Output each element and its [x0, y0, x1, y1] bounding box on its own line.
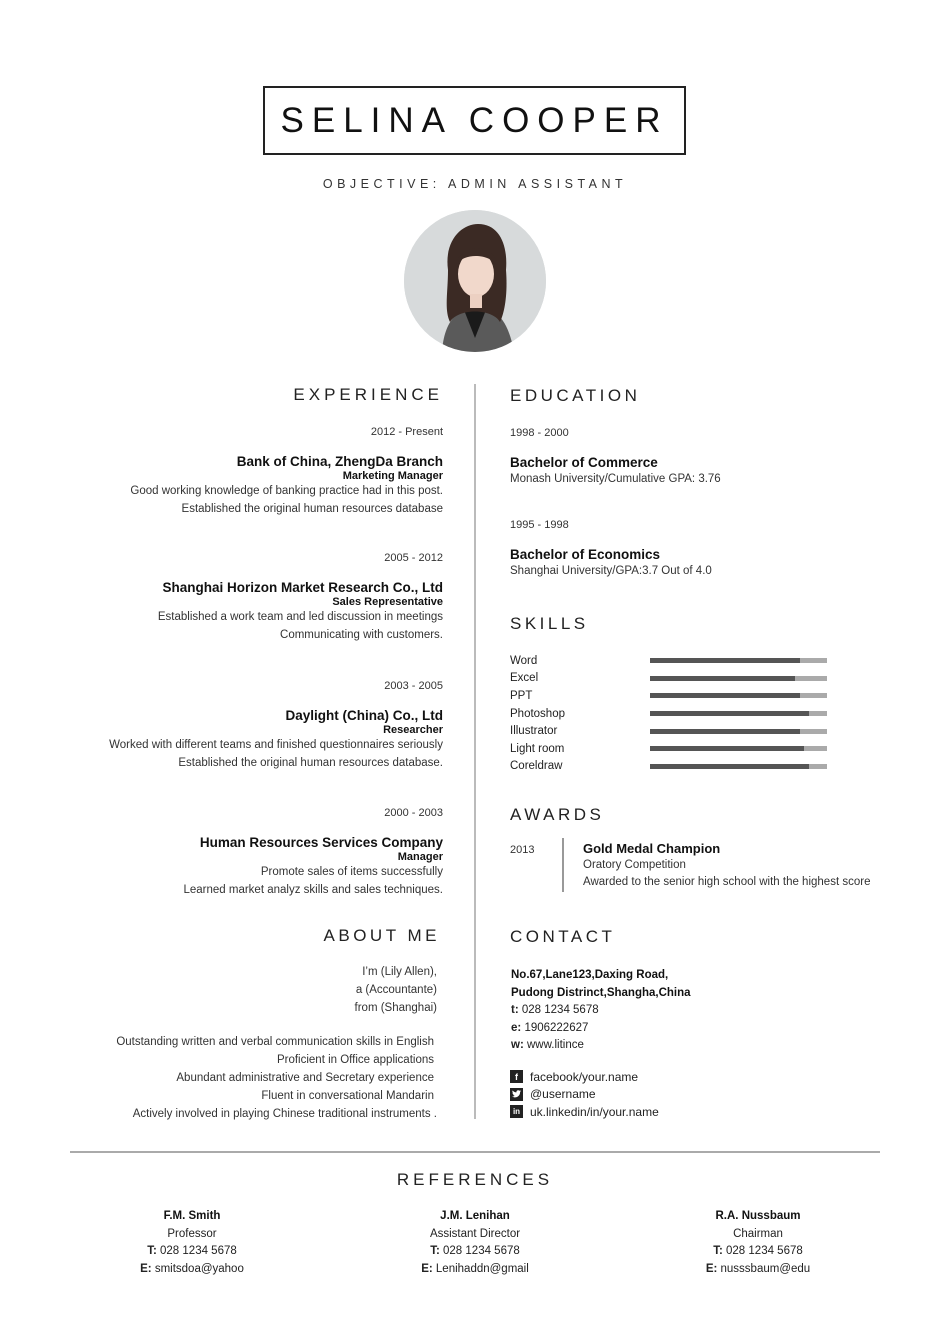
about-line: a (Accountante): [355, 984, 437, 996]
award-event: Oratory Competition: [583, 859, 686, 871]
education-heading: EDUCATION: [510, 386, 641, 405]
skill-row: [510, 740, 890, 758]
about-point: Fluent in conversational Mandarin: [261, 1090, 434, 1102]
about-line: I’m (Lily Allen),: [362, 966, 437, 978]
skill-name: Excel: [510, 672, 539, 685]
skill-row: [510, 670, 890, 688]
skill-bar: [650, 693, 827, 698]
experience-desc: Established a work team and led discussion in meetings: [157, 611, 443, 623]
column-divider: [474, 384, 476, 1119]
skill-name: Photoshop: [510, 707, 565, 720]
skill-name: Illustrator: [510, 725, 558, 738]
experience-desc: Worked with different teams and finished questionnaires seriously: [109, 739, 443, 751]
education-degree: Bachelor of Commerce: [510, 455, 658, 470]
experience-date: 2003 - 2005: [384, 680, 443, 692]
social-links: [510, 1068, 870, 1121]
references-divider: [70, 1151, 880, 1153]
reference-phone: T: 028 1234 5678: [430, 1245, 520, 1257]
skill-bar: [650, 711, 827, 716]
skill-bar: [650, 764, 827, 769]
reference-card: [638, 1208, 878, 1278]
twitter-icon: [510, 1088, 523, 1101]
experience-company: Shanghai Horizon Market Research Co., Ltd: [162, 580, 443, 595]
experience-company: Human Resources Services Company: [199, 835, 443, 850]
skill-bar: [650, 746, 827, 751]
experience-role: Marketing Manager: [342, 470, 443, 482]
social-facebook[interactable]: [510, 1068, 870, 1086]
skill-level: [650, 676, 795, 681]
reference-title: Assistant Director: [429, 1227, 521, 1240]
education-degree: Bachelor of Economics: [510, 547, 661, 562]
objective: OBJECTIVE: ADMIN ASSISTANT: [322, 177, 628, 191]
social-twitter[interactable]: [510, 1086, 870, 1104]
awards-heading: AWARDS: [510, 805, 605, 824]
reference-name: R.A. Nussbaum: [715, 1210, 801, 1222]
experience-heading: EXPERIENCE: [293, 385, 443, 404]
experience-item: [40, 680, 443, 772]
contact-address: Pudong Distrinct,Shangha,China: [511, 986, 691, 999]
reference-phone: T: 028 1234 5678: [713, 1245, 803, 1257]
skills-list: [510, 652, 890, 775]
skill-level: [650, 711, 809, 716]
experience-date: 2005 - 2012: [384, 552, 443, 564]
skill-row: [510, 652, 890, 670]
education-school: Monash University/Cumulative GPA: 3.76: [510, 473, 721, 485]
skill-level: [650, 729, 800, 734]
reference-card: [355, 1208, 595, 1278]
portrait-image: [404, 210, 546, 352]
experience-company: Bank of China, ZhengDa Branch: [236, 454, 443, 469]
education-item: [510, 519, 890, 580]
experience-desc: Communicating with customers.: [280, 629, 443, 641]
award-divider: [562, 838, 564, 892]
about-point: Actively involved in playing Chinese traditional instruments .: [132, 1108, 437, 1120]
award-detail: Awarded to the senior high school with the highest score: [583, 876, 871, 888]
skill-row: [510, 758, 890, 776]
experience-item: [60, 552, 443, 644]
skill-row: [510, 722, 890, 740]
reference-name: J.M. Lenihan: [440, 1210, 510, 1222]
linkedin-icon: in: [510, 1105, 523, 1118]
about-intro: [60, 963, 437, 1017]
skill-level: [650, 746, 804, 751]
contact-email: e: 1906222627: [511, 1021, 589, 1034]
award-item: [583, 841, 903, 891]
experience-date: 2012 - Present: [370, 426, 443, 438]
reference-email: E: smitsdoa@yahoo: [140, 1262, 244, 1275]
contact-heading: CONTACT: [510, 927, 616, 946]
linkedin-link[interactable]: uk.linkedin/in/your.name: [530, 1104, 659, 1119]
about-point: Outstanding written and verbal communication skills in English: [116, 1036, 434, 1048]
contact-website[interactable]: w: www.litince: [511, 1039, 584, 1051]
about-line: from (Shanghai): [354, 1002, 437, 1014]
reference-name: F.M. Smith: [163, 1210, 221, 1222]
skill-bar: [650, 676, 827, 681]
experience-date: 2000 - 2003: [384, 807, 443, 819]
experience-company: Daylight (China) Co., Ltd: [285, 708, 443, 723]
references-heading: REFERENCES: [396, 1170, 554, 1189]
skill-name: Word: [510, 654, 538, 667]
skills-heading: SKILLS: [510, 614, 589, 633]
contact-details: [511, 967, 871, 1055]
experience-role: Manager: [397, 851, 443, 863]
experience-item: [60, 426, 443, 518]
experience-desc: Promote sales of items successfully: [260, 866, 443, 878]
award-title: Gold Medal Champion: [583, 841, 721, 856]
candidate-name: SELINA COOPER: [280, 100, 669, 140]
social-linkedin[interactable]: [510, 1103, 870, 1121]
experience-role: Researcher: [383, 724, 443, 736]
about-point: Abundant administrative and Secretary experience: [176, 1072, 434, 1084]
education-date: 1998 - 2000: [510, 427, 569, 439]
skill-level: [650, 693, 800, 698]
education-item: [510, 427, 890, 488]
skill-name: Coreldraw: [510, 760, 563, 773]
name-box: [263, 86, 686, 155]
reference-email: E: Lenihaddn@gmail: [421, 1262, 529, 1275]
skill-bar: [650, 729, 827, 734]
experience-desc: Established the original human resources database.: [178, 757, 443, 769]
about-heading: ABOUT ME: [323, 926, 440, 945]
contact-address: No.67,Lane123,Daxing Road,: [511, 969, 669, 981]
experience-desc: Good working knowledge of banking practice had in this post.: [130, 485, 443, 497]
skill-row: [510, 705, 890, 723]
skill-level: [650, 764, 809, 769]
twitter-link[interactable]: @username: [530, 1087, 596, 1102]
education-school: Shanghai University/GPA:3.7 Out of 4.0: [510, 565, 712, 577]
experience-desc: Learned market analyz skills and sales techniques.: [183, 884, 443, 896]
reference-card: [72, 1208, 312, 1278]
about-points: [40, 1033, 437, 1123]
experience-desc: Established the original human resources database: [181, 503, 443, 515]
contact-phone: t: 028 1234 5678: [511, 1004, 599, 1016]
facebook-icon: f: [510, 1070, 523, 1083]
skill-bar: [650, 658, 827, 663]
skill-name: PPT: [510, 689, 533, 702]
experience-item: [60, 807, 443, 899]
reference-phone: T: 028 1234 5678: [147, 1245, 237, 1257]
education-date: 1995 - 1998: [510, 519, 569, 531]
skill-row: [510, 687, 890, 705]
reference-title: Chairman: [733, 1227, 783, 1240]
reference-title: Professor: [167, 1227, 217, 1240]
award-year: 2013: [510, 844, 535, 856]
skill-level: [650, 658, 800, 663]
experience-role: Sales Representative: [332, 596, 443, 608]
facebook-link[interactable]: facebook/your.name: [530, 1069, 639, 1084]
about-point: Proficient in Office applications: [276, 1054, 434, 1066]
skill-name: Light room: [510, 742, 565, 755]
reference-email: E: nusssbaum@edu: [705, 1262, 811, 1275]
profile-photo: [404, 210, 546, 352]
